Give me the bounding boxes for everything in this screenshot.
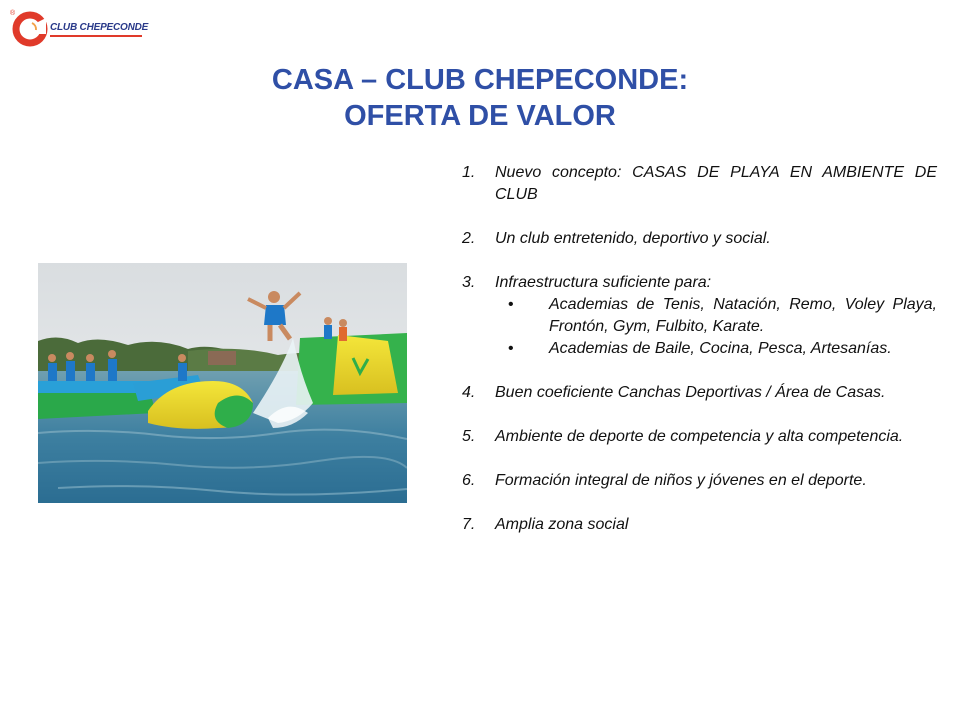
logo-text: CLUB CHEPECONDE — [50, 22, 149, 33]
list-item — [462, 162, 937, 206]
list-item — [462, 272, 937, 360]
club-logo — [8, 8, 148, 48]
item-text: Un club entretenido, deportivo y social. — [495, 230, 771, 247]
item-text: Buen coeficiente Canchas Deportivas / Área de Casas. — [495, 384, 886, 401]
item-text: Amplia zona social — [495, 516, 629, 533]
item-number: 2. — [462, 230, 476, 247]
item-text: Ambiente de deporte de competencia y alta competencia. — [495, 428, 904, 445]
sub-bullet-text: Academias de Baile, Cocina, Pesca, Artesanías. — [549, 340, 892, 357]
item-number: 1. — [462, 164, 476, 181]
item-number: 3. — [462, 274, 476, 291]
water-park-photo — [38, 263, 407, 503]
sub-bullet-text: Academias de Tenis, Natación, Remo, Voley Playa, Frontón, Gym, Fulbito, Karate. — [549, 296, 937, 335]
item-text: Nuevo concepto: CASAS DE PLAYA EN AMBIENTE DE CLUB — [495, 164, 937, 203]
value-offer-list — [462, 162, 937, 536]
sub-bullet-item — [462, 338, 937, 360]
page-title — [0, 62, 960, 134]
sub-bullet-item — [462, 294, 937, 338]
item-number: 5. — [462, 428, 476, 445]
item-text: Formación integral de niños y jóvenes en el deporte. — [495, 472, 867, 489]
item-text: Infraestructura suficiente para: — [495, 274, 712, 291]
item-number: 6. — [462, 472, 476, 489]
list-item — [462, 382, 937, 404]
logo-registered-mark: ® — [10, 10, 16, 17]
list-item — [462, 426, 937, 448]
list-item — [462, 228, 937, 250]
title-line-1: CASA – CLUB CHEPECONDE: — [271, 64, 689, 96]
bullet-icon: • — [508, 296, 514, 313]
item-number: 7. — [462, 516, 476, 533]
bullet-icon: • — [508, 340, 514, 357]
list-item — [462, 470, 937, 492]
item-number: 4. — [462, 384, 476, 401]
sub-bullet-list — [495, 294, 937, 360]
list-item — [462, 514, 937, 536]
title-line-2: OFERTA DE VALOR — [344, 100, 616, 132]
logo-underline — [50, 35, 142, 37]
